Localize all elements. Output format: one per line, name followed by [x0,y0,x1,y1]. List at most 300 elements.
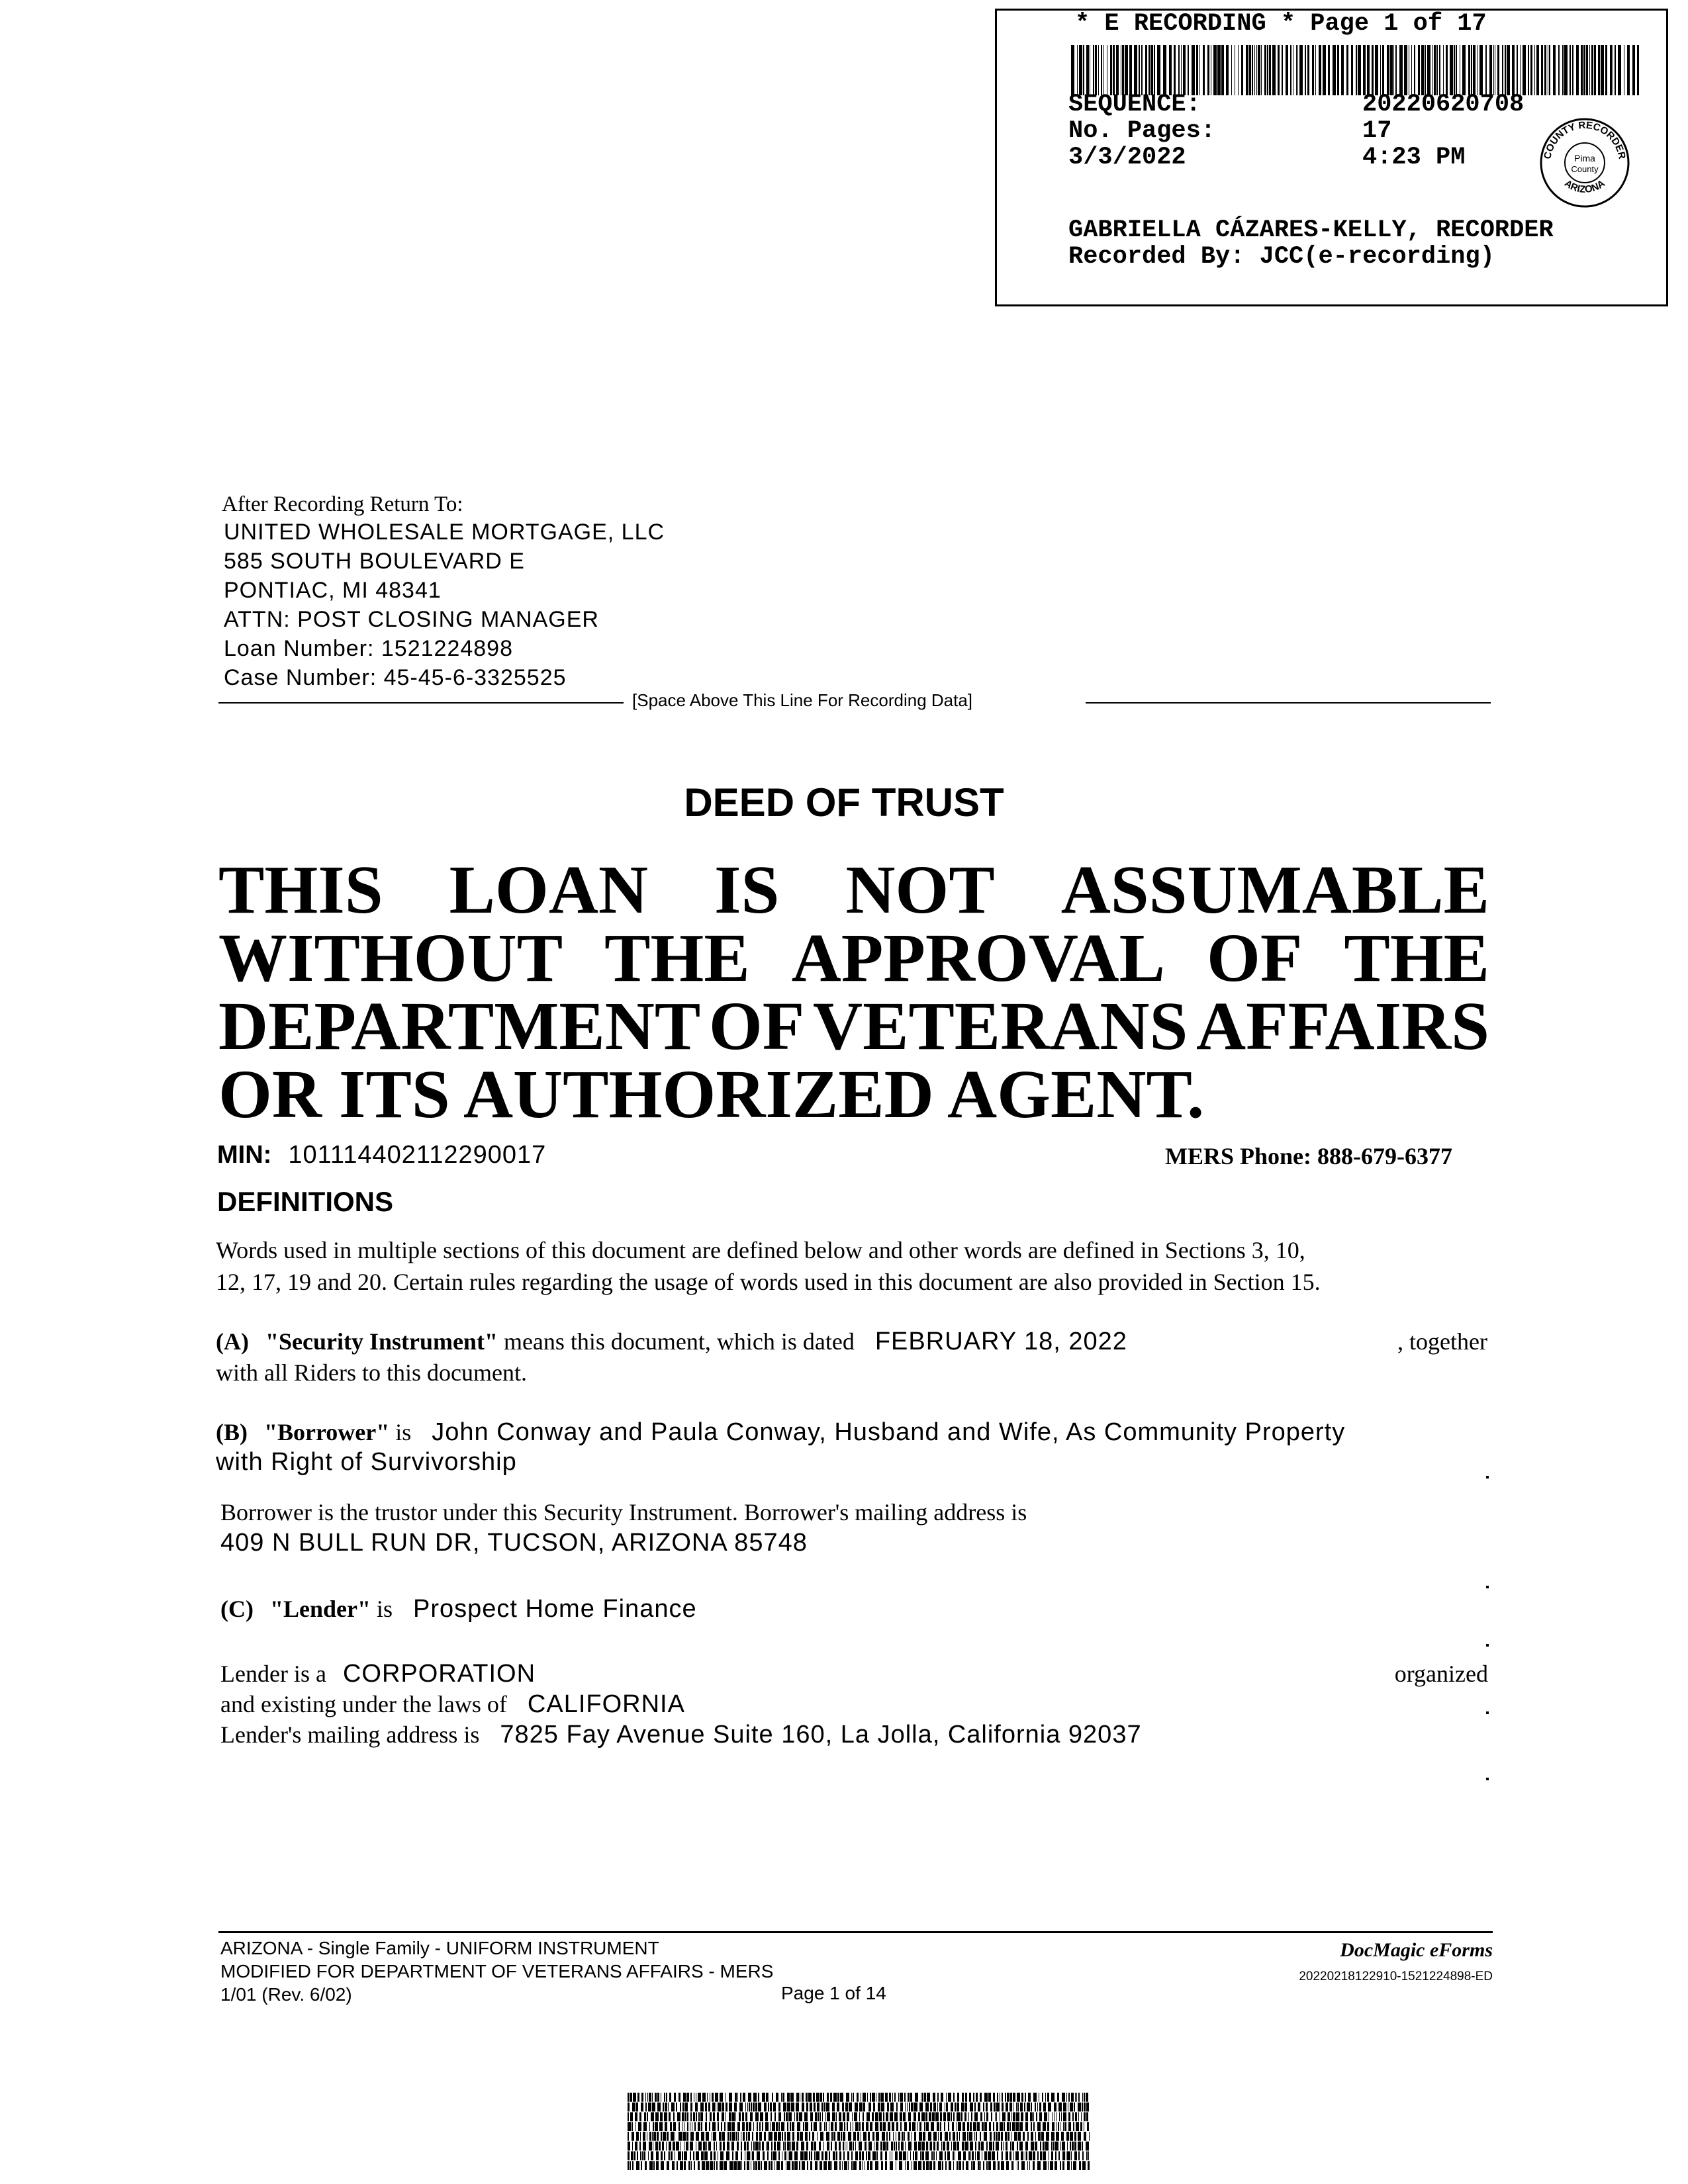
barcode-bar [1001,2142,1002,2151]
barcode-bar [825,2152,827,2161]
barcode-bar [724,2122,726,2131]
barcode-bar [698,2142,702,2151]
barcode-bar [823,2142,824,2151]
barcode-bar [1011,2113,1012,2122]
barcode-bar [968,2113,969,2122]
barcode-bar [1084,2113,1086,2122]
barcode-bar [886,2142,888,2151]
barcode-bar [1591,45,1593,95]
barcode-bar [951,2103,953,2112]
barcode-bar [727,2132,729,2141]
barcode-bar [1082,2152,1084,2161]
barcode-bar [865,2142,867,2151]
barcode-bar [667,2161,669,2170]
barcode-bar [1079,2161,1081,2170]
barcode-bar [1632,45,1635,95]
barcode-bar [1586,45,1588,95]
barcode-bar [643,2152,645,2161]
barcode-bar [799,2161,800,2170]
barcode-bar [648,2103,651,2112]
barcode-bar [1078,2152,1080,2161]
barcode-bar [970,2122,972,2131]
barcode-bar [822,2113,823,2122]
barcode-bar [706,2161,709,2170]
barcode-bar [1066,2132,1069,2141]
barcode-bar [1073,2161,1076,2170]
barcode-bar [1012,2122,1015,2131]
barcode-bar [1249,45,1251,95]
barcode-bar [945,2132,948,2141]
barcode-bar [790,2122,791,2131]
barcode-bar [1337,45,1339,95]
barcode-bar [700,2113,703,2122]
barcode-bar [902,2132,904,2141]
barcode-bar [957,2142,959,2151]
barcode-bar [900,2103,903,2112]
barcode-bar [1493,45,1494,95]
barcode-bar [1037,2122,1041,2131]
barcode-bar [767,2142,769,2151]
barcode-bar [741,2142,742,2151]
barcode-bar [679,2132,682,2141]
barcode-bar [763,2152,765,2161]
barcode-bar [792,2122,794,2131]
barcode-bar [868,2142,872,2151]
barcode-bar [893,2132,894,2141]
barcode-bar [1363,45,1366,95]
barcode-bar [802,2161,805,2170]
barcode-bar [847,2122,848,2131]
barcode-bar [849,2103,852,2112]
barcode-bar [1517,45,1518,95]
barcode-bar [783,2103,786,2112]
barcode-bar [827,2142,829,2151]
barcode-bar [859,2113,860,2122]
barcode-bar [963,2161,964,2170]
barcode-bar [978,2161,980,2170]
barcode-bar [635,2113,637,2122]
barcode-bar [1382,45,1384,95]
barcode-bar [890,2161,893,2170]
barcode-bar [748,2093,751,2102]
barcode-bar [903,2113,906,2122]
barcode-bar [980,2093,982,2102]
barcode-bar [716,2142,717,2151]
barcode-bar [1086,2103,1089,2112]
barcode-bar [628,2152,630,2161]
barcode-bar [1078,2142,1081,2151]
barcode-bar [664,2152,665,2161]
barcode-bar [739,2103,743,2112]
barcode-bar [628,2132,629,2141]
barcode-bar [698,2093,701,2102]
barcode-bar [883,2122,886,2131]
barcode-bar [714,2161,715,2170]
barcode-bar [833,2093,837,2102]
barcode-bar [1174,45,1176,95]
barcode-bar [1269,45,1271,95]
barcode-bar [1207,45,1209,95]
barcode-bar [647,2113,648,2122]
barcode-bar [940,2113,942,2122]
notice-word: THE [1344,920,1489,996]
barcode-bar [899,2152,902,2161]
barcode-bar [835,2122,837,2131]
barcode-bar [841,2132,842,2141]
barcode-bar [690,2113,692,2122]
notice-word: IS [714,852,780,928]
barcode-bar [1078,2093,1080,2102]
barcode-bar [1541,45,1543,95]
barcode-bar [847,2152,849,2161]
barcode-bar [863,2113,864,2122]
barcode-bar [964,2103,967,2112]
barcode-bar [733,2161,737,2170]
svg-text:ARIZONA [1562,178,1607,196]
barcode-bar [739,2113,741,2122]
barcode-bar [969,2132,972,2141]
barcode-bar [1145,45,1147,95]
barcode-bar [712,2093,714,2102]
barcode-bar [813,2093,815,2102]
barcode-bar [628,2161,629,2170]
barcode-bar [1252,45,1253,95]
barcode-bar [709,2122,710,2131]
barcode-bar [1060,2161,1061,2170]
barcode-bar [932,2113,935,2122]
barcode-bar [878,2093,880,2102]
barcode-bar [923,2132,925,2141]
barcode-bar [1421,45,1424,95]
barcode-bar [637,2152,638,2161]
barcode-bar [666,2142,667,2151]
lender-mail-prefix: Lender's mailing address is [220,1721,480,1748]
barcode-bar [915,2122,916,2131]
barcode-bar [1203,45,1205,95]
barcode-bar [862,2122,864,2131]
barcode-bar [655,2093,657,2102]
barcode-bar [886,2113,888,2122]
barcode-bar [802,2093,804,2102]
barcode-bar [722,2103,724,2112]
barcode-bar [718,2103,721,2112]
barcode-bar [755,2142,759,2151]
barcode-bar [713,2113,715,2122]
barcode-bar [821,2152,823,2161]
barcode-bar [964,2113,966,2122]
barcode-bar [752,2132,753,2141]
barcode-bar [944,2122,945,2131]
barcode-bar [655,2122,658,2131]
barcode-bar [696,2152,699,2161]
barcode-bar [973,2122,976,2131]
barcode-bar [638,2122,641,2131]
barcode-bar [843,2113,845,2122]
barcode-bar [1051,2152,1053,2161]
definition-label: (A) [216,1328,249,1355]
barcode-bar [1333,45,1336,95]
barcode-bar [1029,2161,1030,2170]
barcode-bar [1256,45,1257,95]
barcode-bar [931,2122,934,2131]
barcode-bar [735,2113,736,2122]
recording-date: 3/3/2022 [1068,144,1186,171]
barcode-bar [1051,2132,1055,2141]
barcode-bar [919,2103,923,2112]
notice-word: VETERANS [812,988,1188,1064]
barcode-bar [797,2132,799,2141]
barcode-bar [937,2122,939,2131]
barcode-bar [652,2132,653,2141]
barcode-bar [971,2113,972,2122]
barcode-bar [686,2093,689,2102]
barcode-bar [925,2103,929,2112]
barcode-bar [1070,2132,1073,2141]
barcode-bar [1103,45,1104,95]
barcode-bar [747,2142,749,2151]
barcode-bar [799,2113,802,2122]
barcode-bar [901,2142,904,2151]
barcode-bar [829,2152,830,2161]
barcode-bar [918,2161,921,2170]
barcode-bar [863,2093,866,2102]
barcode-bar [1443,45,1444,95]
barcode-bar [762,2142,764,2151]
barcode-bar [852,2113,853,2122]
barcode-bar [923,2161,925,2170]
barcode-bar [1261,45,1262,95]
barcode-bar [740,2093,741,2102]
barcode-bar [892,2093,893,2102]
barcode-bar [946,2093,947,2102]
barcode-bar [840,2093,843,2102]
barcode-bar [1021,2152,1023,2161]
barcode-bar [748,2132,750,2141]
barcode-bar [664,2093,665,2102]
barcode-bar [1290,45,1291,95]
barcode-bar [1051,2093,1055,2102]
barcode-bar [628,2142,630,2151]
barcode-bar [1450,45,1453,95]
barcode-bar [1043,2103,1046,2112]
barcode-bar [705,2103,707,2112]
barcode-bar [839,2122,843,2131]
barcode-bar [631,2152,633,2161]
barcode-bar [751,2103,752,2112]
barcode-bar [777,2142,780,2151]
barcode-bar [833,2152,835,2161]
barcode-bar [820,2093,822,2102]
barcode-bar [953,2132,955,2141]
barcode-bar [1427,45,1430,95]
barcode-bar [1169,45,1172,95]
barcode-bar [753,2093,757,2102]
barcode-bar [948,2093,951,2102]
barcode-bar [726,2103,727,2112]
barcode-bar [806,2142,808,2151]
barcode-bar [994,2132,995,2141]
barcode-bar [1296,45,1297,95]
barcode-bar [968,2152,970,2161]
barcode-bar [1002,2113,1006,2122]
barcode-bar [758,2161,760,2170]
barcode-bar [690,2152,691,2161]
barcode-bar [1425,45,1426,95]
barcode-bar [722,2132,725,2141]
barcode-bar [1598,45,1600,95]
barcode-bar [969,2093,971,2102]
barcode-bar [671,2152,673,2161]
barcode-bar [1101,45,1102,95]
barcode-bar [753,2161,755,2170]
barcode-bar [651,2152,653,2161]
barcode-bar [1035,2132,1036,2141]
barcode-bar [787,2132,790,2141]
barcode-bar [694,2122,696,2131]
barcode-bar [774,2113,776,2122]
barcode-bar [936,2152,937,2161]
barcode-bar [962,2122,965,2131]
barcode-bar [1082,2103,1083,2112]
barcode-bar [1507,45,1510,95]
barcode-bar [1528,45,1529,95]
barcode-bar [1505,45,1506,95]
barcode-bar [720,2142,722,2151]
barcode-bar [837,2103,839,2112]
barcode-bar [1637,45,1639,95]
barcode-bar [957,2103,959,2112]
return-line: Case Number: 45-45-6-3325525 [224,665,567,690]
barcode-bar [735,2152,738,2161]
barcode-bar [1471,45,1472,95]
barcode-bar [731,2113,735,2122]
barcode-bar [690,2142,693,2151]
barcode-bar [957,2132,958,2141]
barcode-bar [1043,2122,1046,2131]
barcode-bar [684,2161,686,2170]
barcode-bar [941,2142,942,2151]
barcode-bar [1231,45,1232,95]
barcode-bar [868,2132,870,2141]
barcode-bar [1023,2132,1025,2141]
barcode-bar [745,2103,746,2112]
barcode-bar [988,2152,991,2161]
barcode-bar [1553,45,1556,95]
barcode-bar [723,2142,725,2151]
barcode-bar [759,2122,761,2131]
barcode-bar [1618,45,1621,95]
barcode-bar [794,2152,798,2161]
barcode-bar [995,2113,996,2122]
barcode-bar [844,2161,847,2170]
barcode-bar [933,2152,935,2161]
barcode-bar [778,2132,781,2141]
barcode-bar [1576,45,1579,95]
barcode-bar [802,2103,804,2112]
barcode-bar [1154,45,1155,95]
barcode-bar [678,2152,681,2161]
barcode-bar [657,2132,659,2141]
barcode-bar [1045,2142,1049,2151]
barcode-bar [1068,2122,1071,2131]
barcode-bar [784,2113,785,2122]
barcode-bar [1564,45,1568,95]
barcode-bar [1039,2103,1041,2112]
barcode-bar [727,2122,731,2131]
barcode-bar [926,2142,928,2151]
barcode-bar [853,2132,856,2141]
barcode-bar [942,2161,943,2170]
barcode-bar [778,2103,780,2112]
barcode-bar [762,2093,765,2102]
barcode-bar [982,2122,984,2131]
barcode-bar [1390,45,1393,95]
barcode-bar [776,2122,778,2131]
barcode-bar [1070,2142,1071,2151]
barcode-bar [720,2093,723,2102]
barcode-bar [772,2122,775,2131]
barcode-bar [1018,2161,1019,2170]
barcode-bar [1005,2093,1006,2102]
barcode-bar [824,2122,825,2131]
barcode-bar [1077,45,1078,95]
footer-line-3: 1/01 (Rev. 6/02) [220,1984,352,2005]
barcode-bar [996,2113,997,2122]
barcode-bar [938,2161,941,2170]
barcode-bar [1033,2152,1035,2161]
barcode-bar [695,2103,698,2112]
barcode-bar [925,2113,927,2122]
barcode-bar [929,2113,931,2122]
barcode-bar [701,2122,702,2131]
recording-divider-right [1086,702,1491,704]
barcode-bar [1058,2122,1059,2131]
barcode-bar [824,2161,827,2170]
barcode-bar [1079,45,1082,95]
barcode-bar [842,2161,843,2170]
barcode-bar [817,2103,820,2112]
barcode-bar [908,2093,910,2102]
barcode-bar [668,2103,669,2112]
barcode-bar [796,2103,799,2112]
barcode-bar [747,2152,750,2161]
barcode-bar [885,2161,887,2170]
barcode-bar [809,2132,810,2141]
barcode-bar [724,2161,727,2170]
barcode-bar [998,2161,1000,2170]
barcode-bar [1076,2093,1077,2102]
barcode-bar [682,2113,684,2122]
barcode-bar [771,2113,772,2122]
barcode-bar [760,2113,763,2122]
barcode-bar [919,2132,922,2141]
barcode-bar [657,2093,659,2102]
barcode-bar [643,2142,646,2151]
barcode-bar [937,2142,939,2151]
barcode-bar [1028,2093,1031,2102]
barcode-bar [872,2093,875,2102]
barcode-bar [839,2152,841,2161]
barcode-bar [1485,45,1487,95]
barcode-bar [984,2093,988,2102]
barcode-bar [1017,2142,1018,2151]
barcode-bar [983,2103,984,2112]
barcode-bar [866,2122,868,2131]
barcode-bar [1031,2103,1032,2112]
barcode-bar [1149,45,1150,95]
barcode-bar [1075,2113,1077,2122]
barcode-bar [926,2122,929,2131]
